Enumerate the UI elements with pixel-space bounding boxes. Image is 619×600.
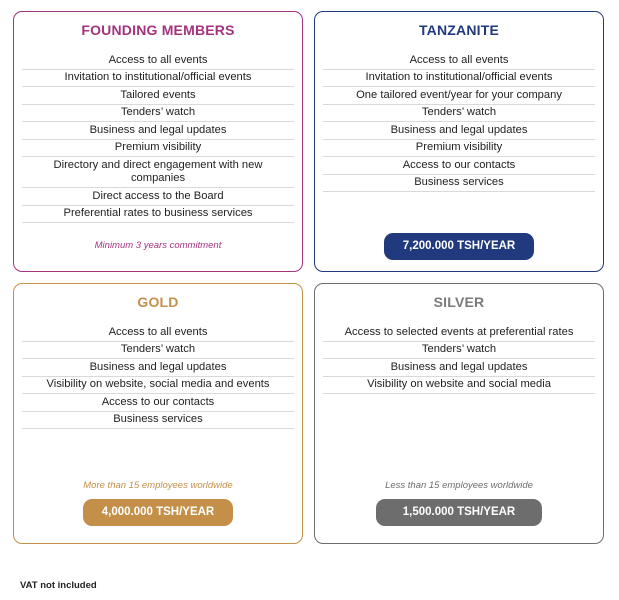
- gold-feature-list: [22, 324, 294, 429]
- founding-members-feature-list: [22, 52, 294, 223]
- feature-item: Premium visibility: [22, 140, 294, 158]
- feature-item: Tenders’ watch: [22, 105, 294, 123]
- tanzanite-title: TANZANITE: [418, 22, 500, 38]
- feature-item: Access to all events: [323, 52, 595, 70]
- feature-item: Tenders’ watch: [323, 342, 595, 360]
- feature-item: Business and legal updates: [22, 359, 294, 377]
- feature-item: Invitation to institutional/official events: [22, 70, 294, 88]
- feature-item: Access to all events: [22, 324, 294, 342]
- gold-note: More than 15 employees worldwide: [83, 480, 233, 491]
- feature-item: Tailored events: [22, 87, 294, 105]
- feature-item: Tenders’ watch: [323, 105, 595, 123]
- feature-item: Premium visibility: [323, 140, 595, 158]
- silver-title: SILVER: [433, 294, 485, 310]
- feature-item: Business services: [323, 175, 595, 193]
- silver-note: Less than 15 employees worldwide: [385, 480, 533, 491]
- feature-item: Business and legal updates: [323, 359, 595, 377]
- feature-item: Direct access to the Board: [22, 188, 294, 206]
- tanzanite-card: [314, 11, 604, 272]
- gold-title: GOLD: [137, 294, 179, 310]
- silver-price-badge: 1,500.000 TSH/YEAR: [376, 499, 542, 526]
- gold-card: [13, 283, 303, 544]
- feature-item: Access to all events: [22, 52, 294, 70]
- vat-note: VAT not included: [20, 580, 97, 591]
- feature-item: Invitation to institutional/official events: [323, 70, 595, 88]
- founding-members-note: Minimum 3 years commitment: [94, 240, 222, 251]
- feature-item: Business and legal updates: [323, 122, 595, 140]
- feature-item: Preferential rates to business services: [22, 206, 294, 224]
- silver-feature-list: [323, 324, 595, 394]
- feature-item: Access to our contacts: [323, 157, 595, 175]
- tanzanite-price-badge: 7,200.000 TSH/YEAR: [384, 233, 534, 260]
- feature-item: Visibility on website and social media: [323, 377, 595, 395]
- silver-card: [314, 283, 604, 544]
- gold-price-badge: 4,000.000 TSH/YEAR: [83, 499, 233, 526]
- feature-item: Visibility on website, social media and events: [22, 377, 294, 395]
- tanzanite-feature-list: [323, 52, 595, 192]
- feature-item: One tailored event/year for your company: [323, 87, 595, 105]
- feature-item: Access to our contacts: [22, 394, 294, 412]
- feature-item: Directory and direct engagement with new companies: [22, 157, 294, 188]
- feature-item: Tenders’ watch: [22, 342, 294, 360]
- feature-item: Access to selected events at preferential rates: [323, 324, 595, 342]
- founding-members-card: [13, 11, 303, 272]
- founding-members-title: FOUNDING MEMBERS: [81, 22, 235, 38]
- feature-item: Business and legal updates: [22, 122, 294, 140]
- feature-item: Business services: [22, 412, 294, 430]
